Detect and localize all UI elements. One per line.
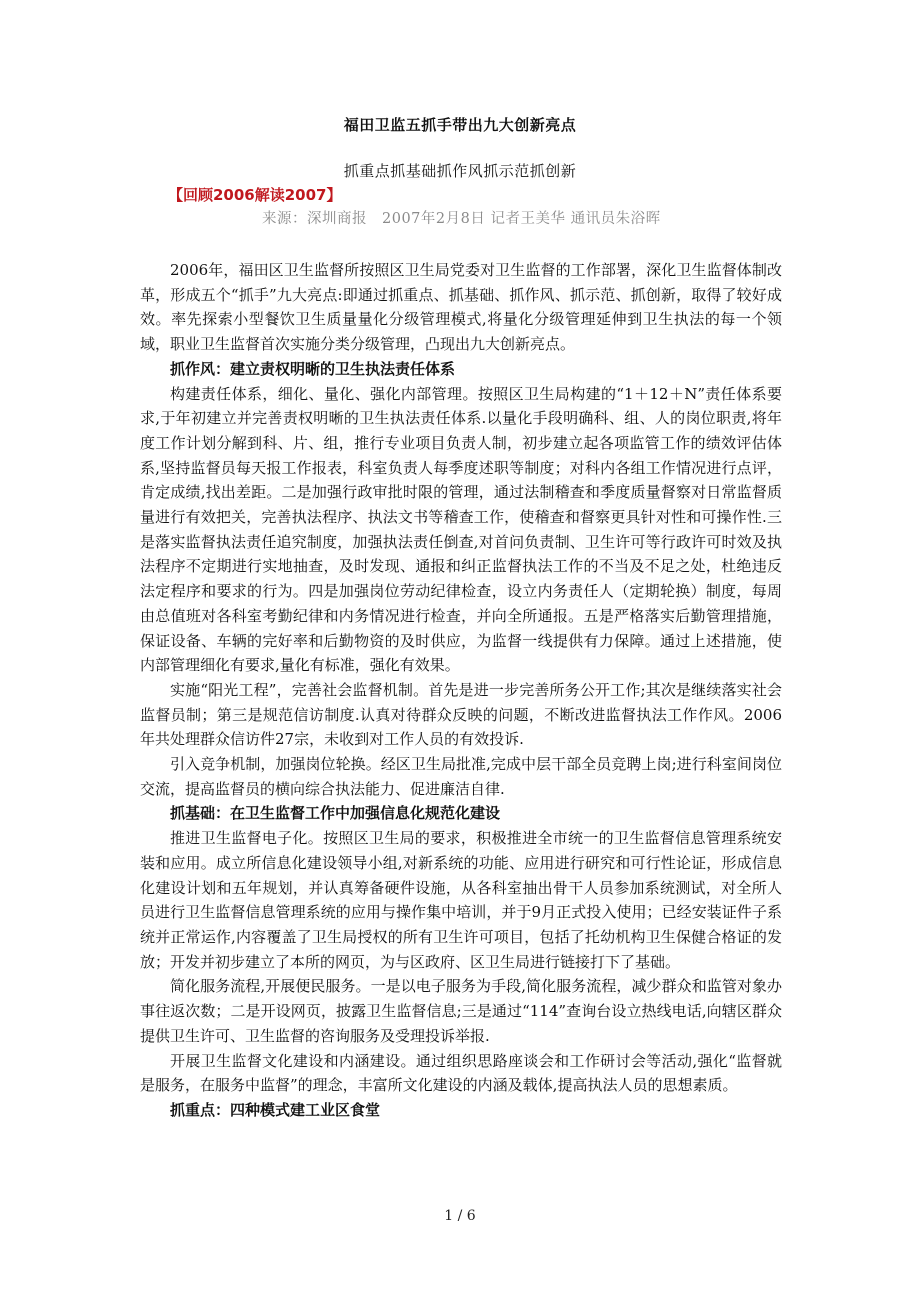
body-paragraph: 构建责任体系，细化、量化、强化内部管理。按照区卫生局构建的“1＋12＋N”责任体系要求,于年初建立并完善责权明晰的卫生执法责任体系.以量化手段明确科、组、人的岗位职责,将年度工作计划分解到科、片、组，推行专业项目负责人制，初步建立起各项监管工作的绩效评估体系,坚持监督员每天报工作报表，科室负责人每季度述职等制度；对科内各组工作情况进行点评，肯定成绩,找出差距。二是加强行政审批时限的管理，通过法制稽查和季度质量督察对日常监督质量进行有效把关，完善执法程序、执法文书等稽查工作，使稽查和督察更具针对性和可操作性.三是落实监督执法责任追究制度，加强执法责任倒查,对首问负责制、卫生许可等行政许可时效及执法程序不定期进行实地抽查，及时发现、通报和纠正监督执法工作的不当及不足之处，杜绝违反法定程序和要求的行为。四是加强岗位劳动纪律检查，设立内务责任人（定期轮换）制度，每周由总值班对各科室考勤纪律和内务情况进行检查，并向全所通报。五是严格落实后勤管理措施，保证设备、车辆的完好率和后勤物资的及时供应，为监督一线提供有力保障。通过上述措施，使内部管理细化有要求,量化有标准，强化有效果。 [140,384,782,675]
body-paragraph: 实施“阳光工程”，完善社会监督机制。首先是进一步完善所务公开工作;其次是继续落实社会监督员制；第三是规范信访制度.认真对待群众反映的问题，不断改进监督执法工作作风。2006年共处理群众信访件27宗，未收到对工作人员的有效投诉. [140,680,782,749]
section-heading: 抓重点：四种模式建工业区食堂 [170,1100,381,1119]
document-title: 福田卫监五抓手带出九大创新亮点 [343,116,577,134]
article-body [140,258,782,1123]
source-line: 来源：深圳商报 2007年2月8日 记者王美华 通讯员朱浴晖 [262,211,661,227]
section-heading: 抓基础：在卫生监督工作中加强信息化规范化建设 [170,804,501,823]
page-number: 1 / 6 [444,1208,476,1224]
review-tag: 【回顾2006解读2007】 [168,186,342,204]
body-paragraph: 推进卫生监督电子化。按照区卫生局的要求，积极推进全市统一的卫生监督信息管理系统安装和应用。成立所信息化建设领导小组,对新系统的功能、应用进行研究和可行性论证，形成信息化建设计划和五年规划，并认真筹备硬件设施，从各科室抽出骨干人员参加系统测试，对全所人员进行卫生监督信息管理系统的应用与操作集中培训，并于9月正式投入使用；已经安装证件子系统并正常运作,内容覆盖了卫生局授权的所有卫生许可项目，包括了托幼机构卫生保健合格证的发放；开发并初步建立了本所的网页，为与区政府、区卫生局进行链接打下了基础。 [140,829,782,971]
intro-paragraph: 2006年，福田区卫生监督所按照区卫生局党委对卫生监督的工作部署，深化卫生监督体制改革，形成五个“抓手”九大亮点:即通过抓重点、抓基础、抓作风、抓示范、抓创新，取得了较好成效。率先探索小型餐饮卫生质量量化分级管理模式,将量化分级管理延伸到卫生执法的每一个领域，职业卫生监督首次实施分类分级管理，凸现出九大创新亮点。 [140,261,782,354]
body-paragraph: 引入竞争机制，加强岗位轮换。经区卫生局批准,完成中层干部全员竞聘上岗;进行科室间岗位交流，提高监督员的横向综合执法能力、促进廉洁自律. [140,755,782,798]
body-paragraph: 简化服务流程,开展便民服务。一是以电子服务为手段,简化服务流程，减少群众和监管对象办事往返次数；二是开设网页，披露卫生监督信息;三是通过“114”查询台设立热线电话,向辖区群众提供卫生许可、卫生监督的咨询服务及受理投诉举报. [140,977,782,1045]
section-heading: 抓作风：建立责权明晰的卫生执法责任体系 [170,359,456,378]
document-subtitle: 抓重点抓基础抓作风抓示范抓创新 [343,162,577,180]
body-paragraph: 开展卫生监督文化建设和内涵建设。通过组织思路座谈会和工作研讨会等活动,强化“监督就是服务，在服务中监督”的理念，丰富所文化建设的内涵及载体,提高执法人员的思想素质。 [140,1051,782,1095]
